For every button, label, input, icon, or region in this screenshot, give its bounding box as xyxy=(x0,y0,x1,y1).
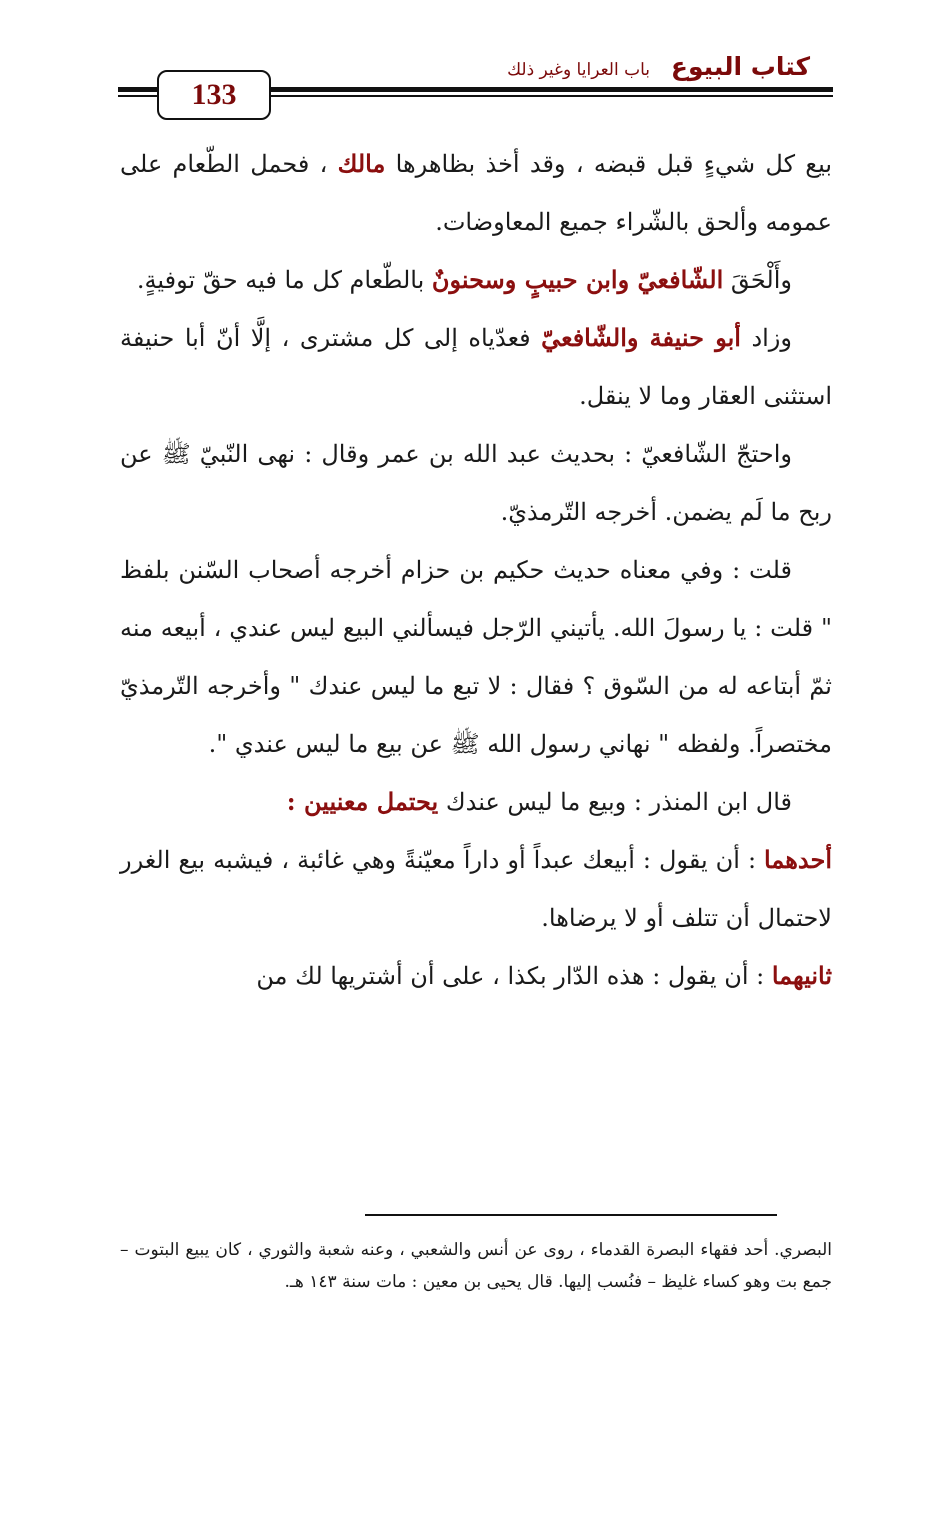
main-text xyxy=(120,135,832,1005)
highlighted-name: أحدهما xyxy=(764,845,832,874)
text-segment: : أن يقول : أبيعك عبداً أو داراً معيّنةً وهي غائبة ، فيشبه بيع الغرر لاحتمال أن تتلف أو لا يرضاها. xyxy=(120,846,832,932)
text-segment: بيع كل شيءٍ قبل قبضه ، وقد أخذ بظاهرها xyxy=(385,150,832,178)
text-segment: واحتجّ الشّافعيّ : بحديث عبد الله بن عمر وقال : نهى النّبيّ ﷺ عن ربح ما لَم يضمن. أخرجه التّرمذيّ. xyxy=(120,440,832,526)
footnote-separator xyxy=(365,1214,777,1216)
highlighted-name: أبو حنيفة والشّافعيّ xyxy=(541,323,741,352)
highlighted-name: يحتمل معنيين : xyxy=(286,787,439,816)
page-header xyxy=(0,0,945,118)
highlighted-name: مالك xyxy=(337,149,386,178)
paragraph xyxy=(120,309,832,425)
footnote xyxy=(120,1234,832,1298)
text-segment: قلت : وفي معناه حديث حكيم بن حزام أخرجه أصحاب السّنن بلفظ " قلت : يا رسولَ الله. يأتيني الرّجل فيسألني البيع ليس عندي ، أبيعه منه ثمّ أبتاعه له من السّوق ؟ فقال : لا تبع ما ليس عندك " وأخرجه التّرمذيّ مختصراً. ولفظه " نهاني رسول الله ﷺ عن بيع ما ليس عندي ". xyxy=(120,556,832,758)
page-number: 133 xyxy=(157,70,271,120)
book-title: كتاب البيوع xyxy=(670,52,810,81)
text-segment: : أن يقول : هذه الدّار بكذا ، على أن أشتريها لك من xyxy=(256,962,772,990)
highlighted-name: ثانيهما xyxy=(771,961,832,990)
text-segment: بالطّعام كل ما فيه حقّ توفيةٍ. xyxy=(136,266,432,294)
paragraph xyxy=(120,541,832,773)
paragraph xyxy=(120,425,832,541)
paragraph xyxy=(120,947,832,1005)
text-segment: ، فحمل الطّعام على عمومه وألحق بالشّراء جميع المعاوضات. xyxy=(120,150,832,236)
text-segment: فعدّياه إلى كل مشترى ، إلَّا أنّ أبا حنيفة استثنى العقار وما لا ينقل. xyxy=(120,324,832,410)
text-segment: قال ابن المنذر : وبيع ما ليس عندك xyxy=(438,788,792,816)
highlighted-name: الشّافعيّ وابن حبيبٍ وسحنونٌ xyxy=(431,265,724,294)
paragraph xyxy=(120,135,832,251)
footnote-text: البصري. أحد فقهاء البصرة القدماء ، روى عن أنس والشعبي ، وعنه شعبة والثوري ، كان يبيع البتوت – جمع بت وهو كساء غليظ – فنُسب إليها. قال يحيى بن معين : مات سنة ١٤٣ هـ. xyxy=(120,1240,832,1292)
paragraph xyxy=(120,773,832,831)
text-segment: وأَلْحَقَ xyxy=(723,266,792,294)
chapter-title: باب العرايا وغير ذلك xyxy=(507,60,650,80)
paragraph xyxy=(120,251,832,309)
text-segment: وزاد xyxy=(740,324,792,352)
paragraph xyxy=(120,831,832,947)
